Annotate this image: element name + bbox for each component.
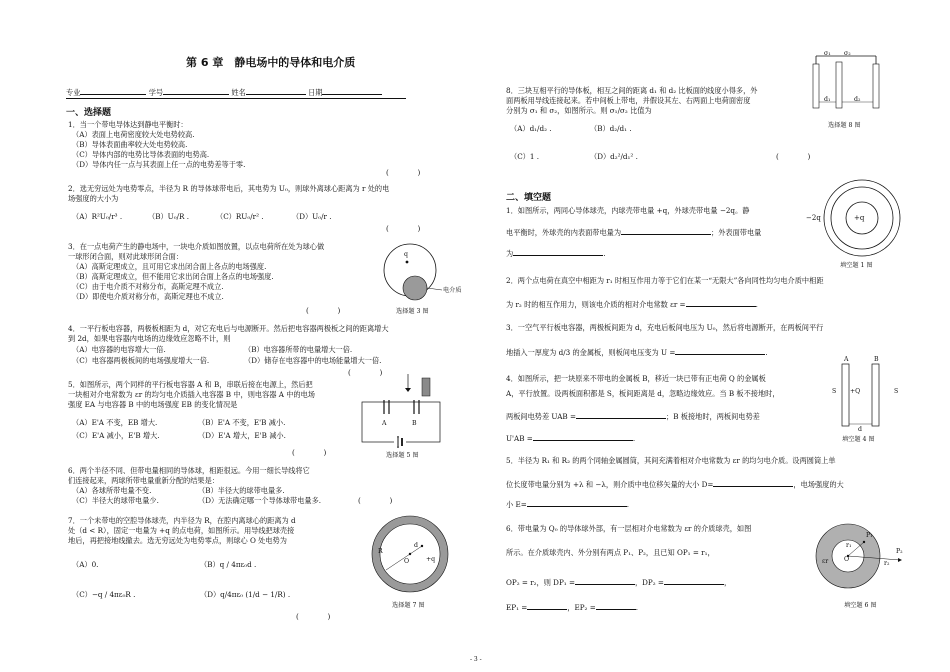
q6-stem-line1: 6．两个半径不同、但带电量相同的导体球，相距很远。今用一细长导线将它: [68, 466, 310, 475]
f6-answer-e1[interactable]: [527, 601, 567, 610]
q8-fig-d1: d₁: [824, 96, 831, 103]
q3-stem-line2: 一球形闭合面，则对此球形闭合面：: [68, 252, 184, 261]
q8-fig-sigma1: σ₁: [824, 50, 831, 57]
f3-line1: 3．一空气平行板电容器，两极板间距为 d，充电后板间电压为 U₀，然后将电源断开，在两板间平行: [506, 323, 824, 332]
f6-figure: [814, 520, 910, 592]
f4-line3: [506, 410, 760, 422]
f4-line3-suffix: ；B 板接地时，两板间电势差: [666, 412, 760, 421]
q4-answer-paren[interactable]: ( ): [348, 368, 383, 377]
f4-fig-label-s-left: S: [832, 388, 837, 395]
f4-fig-caption: 填空题 4 图: [842, 436, 875, 443]
q7-option-a[interactable]: （A）0.: [72, 560, 99, 569]
f6-line3-suffix: ，: [723, 578, 732, 587]
q8-stem-line3: 分别为 σ₁ 和 σ₂，如图所示。则 σ₁/σ₂ 比值为: [506, 106, 652, 115]
q5-option-c[interactable]: （C）E'A 减小，E'B 增大.: [72, 431, 160, 440]
q8-option-a[interactable]: （A）d₁/d₂ .: [510, 124, 552, 133]
q7-fig-label-q: +q: [426, 556, 436, 563]
f2-line2: [506, 298, 758, 310]
q5-option-d[interactable]: （D）E'A 增大，E'B 减小.: [198, 431, 286, 440]
name-label: 姓名: [231, 88, 246, 97]
q4-stem-line2: 到 2d，如果电容器内电场的边缘效应忽略不计，则: [68, 334, 231, 343]
f4-fig-label-a: A: [844, 356, 849, 363]
f3-line2-text: 地插入一厚度为 d/3 的金属板，则板间电压变为 U =: [506, 348, 676, 357]
f4-fig-label-s-right: S: [894, 388, 899, 395]
f1-answer2[interactable]: [513, 247, 606, 258]
q8-answer-paren[interactable]: ( ): [776, 152, 811, 161]
f6-fig-p2: P₂: [896, 548, 903, 555]
f5-answer2[interactable]: [527, 498, 630, 509]
q8-figure: [806, 52, 886, 120]
q3-option-c[interactable]: （C）由于电介质不对称分布，高斯定理不成立.: [72, 282, 224, 291]
f2-line1: 2．两个点电荷在真空中相距为 r₁ 时相互作用力等于它们在某一“无限大”各向同性均匀电介质中相距: [506, 276, 824, 285]
q4-option-b[interactable]: （B）电容器所带的电量增大一倍.: [244, 345, 353, 354]
f6-line4-suffix: .: [635, 603, 639, 612]
f5-line2-text: 位长度带电量分别为 +λ 和 −λ，则介质中电位移矢量的大小 D=: [506, 480, 714, 489]
f3-line2-suffix: .: [765, 348, 768, 357]
q4-option-d[interactable]: （D）储存在电容器中的电场能量增大一倍.: [244, 356, 382, 365]
f5-line3: [506, 498, 629, 510]
date-label: 日期: [308, 88, 323, 97]
q1-answer-paren[interactable]: ( ): [386, 168, 421, 177]
f3-line2: [506, 346, 768, 358]
f1-line2-text: 电平衡时，外球壳的内表面带电量为: [506, 228, 622, 237]
q5-stem-line3: 强度 EA 与电容器 B 中的电场强度 EB 的变化情况是: [68, 400, 238, 409]
q1-stem: 1．当一个带电导体达到静电平衡时：: [68, 120, 188, 129]
f6-line4-text: EP₁ =: [506, 603, 528, 612]
q3-stem-line1: 3．在一点电荷产生的静电场中，一块电介质如图放置，以点电荷所在处为球心做: [68, 242, 325, 251]
f3-answer[interactable]: [675, 346, 768, 357]
f6-answer-e2[interactable]: [596, 601, 639, 612]
f1-line3-suffix: .: [603, 249, 606, 258]
f5-line1: 5．半径为 R₁ 和 R₂ 的两个同轴金属圆筒，其间充满着相对介电常数为 εr 的均匀电介质。设两圆筒上单: [506, 456, 836, 465]
f4-figure: [832, 358, 894, 434]
q5-fig-label-a: A: [382, 420, 387, 427]
q5-stem-line1: 5．如图所示，两个同样的平行板电容器 A 和 B，串联后接在电源上，然后把: [68, 380, 313, 389]
f6-line1: 6．带电量为 Q₀ 的导体球外部，有一层相对介电常数为 εr 的介质球壳，如图: [506, 524, 752, 533]
f1-line2: [506, 226, 761, 238]
f5-line3-text: 小 E=: [506, 500, 527, 509]
q7-stem-line1: 7．一个未带电的空腔导体球壳，内半径为 R，在腔内离球心的距离为 d: [68, 516, 296, 525]
q3-fig-q: q: [404, 251, 408, 258]
q7-fig-label-r: R: [378, 548, 383, 555]
q8-fig-caption: 选择题 8 图: [828, 122, 861, 129]
q1-option-c[interactable]: （C）导体内部的电势比导体表面的电势高.: [72, 150, 210, 159]
f6-line4-mid: ，EP₂ =: [567, 603, 596, 612]
q5-fig-label-b: B: [412, 420, 417, 427]
q3-answer-paren[interactable]: ( ): [306, 306, 341, 315]
q3-figure: [382, 240, 466, 304]
q7-stem-line3: 地后，再把接地线撤去。选无穷远处为电势零点，则球心 O 处电势为: [68, 536, 287, 545]
q2-option-b[interactable]: （B）U₀/R .: [148, 212, 189, 221]
q6-option-d[interactable]: （D）无法确定哪一个导体球带电量多.: [198, 496, 322, 505]
f5-line3-suffix: .: [626, 500, 630, 509]
q8-stem-line2: 面两板用导线连接起来。若中间板上带电，并假设其左、右两面上电荷面密度: [506, 96, 751, 105]
q8-fig-d2: d₂: [854, 96, 861, 103]
q5-option-b[interactable]: （B）E'A 不变，E'B 减小.: [198, 418, 286, 427]
f4-line4-text: U'AB =: [506, 434, 533, 443]
q5-fig-caption: 选择题 5 图: [386, 452, 419, 459]
f6-fig-caption: 填空题 6 图: [844, 602, 877, 609]
q2-option-d[interactable]: （D）U₀/r .: [292, 212, 332, 221]
f6-line2: 所示。在介质球壳内、外分别有两点 P₁、P₂，且已知 OP₁ = r₁，: [506, 548, 715, 557]
q6-option-a[interactable]: （A）各球所带电量不变.: [72, 486, 152, 495]
q7-option-b[interactable]: （B）q / 4πε₀d .: [200, 560, 257, 569]
date-field[interactable]: [322, 86, 382, 95]
major-field[interactable]: [80, 86, 146, 95]
section-choice-heading: 一、选择题: [66, 108, 112, 118]
f1-line1: 1．如图所示，两同心导体球壳，内球壳带电量 +q，外球壳带电量 −2q。静: [506, 206, 750, 215]
q8-stem-line1: 8．三块互相平行的导体板，相互之间的距离 d₁ 和 d₂ 比板面的线度小得多，外: [506, 86, 758, 95]
q1-option-d[interactable]: （D）导体内任一点与其表面上任一点的电势差等于零.: [72, 160, 246, 169]
f5-answer1[interactable]: [713, 478, 793, 487]
f6-line3-mid: ，DP₂ =: [634, 578, 664, 587]
q5-answer-paren[interactable]: ( ): [292, 448, 327, 457]
f2-answer[interactable]: [686, 298, 756, 307]
f1-fig-inner-charge: +q: [854, 214, 865, 222]
q2-option-a[interactable]: （A）R²U₀/r³ .: [72, 212, 123, 221]
f6-fig-p1: P₁: [866, 532, 873, 539]
f4-line1: 4．如图所示，把一块原来不带电的金属板 B，移近一块已带有正电荷 Q 的金属板: [506, 374, 766, 383]
page-title: 第 6 章 静电场中的导体和电介质: [186, 56, 356, 69]
q6-option-c[interactable]: （C）半径大的球带电量少.: [72, 496, 159, 505]
q3-option-b[interactable]: （B）高斯定理成立，但不能用它求出闭合面上各点的电场强度.: [72, 272, 274, 281]
q7-fig-label-o: O: [404, 558, 410, 565]
q8-option-c[interactable]: （C）1 .: [510, 152, 540, 161]
f1-line2-suffix: ；外表面带电量: [711, 228, 762, 237]
f6-fig-epsilon: εr: [822, 558, 829, 565]
f1-fig-outer-charge: −2q: [806, 214, 821, 222]
f5-line2: [506, 478, 844, 490]
f4-fig-label-b: B: [874, 356, 879, 363]
f6-answer-d2[interactable]: [664, 576, 724, 585]
f6-fig-o: O: [844, 556, 850, 563]
f2-line2-suffix: .: [755, 300, 758, 309]
f1-fig-caption: 填空题 1 图: [840, 262, 873, 269]
q4-stem-line1: 4．一平行板电容器，两极板相距为 d，对它充电后与电源断开。然后把电容器两极板之间的距离增大: [68, 324, 389, 333]
q7-fig-caption: 选择题 7 图: [392, 602, 425, 609]
q3-fig-caption: 选择题 3 图: [396, 308, 429, 315]
f6-line3-text: OP₂ = r₂，则 DP₁ =: [506, 578, 575, 587]
q8-fig-sigma2: σ₂: [844, 50, 851, 57]
f6-fig-r1: r₁: [846, 542, 852, 549]
q4-option-c[interactable]: （C）电容器两极板间的电场强度增大一倍.: [72, 356, 210, 365]
q5-figure: [358, 372, 448, 450]
name-field[interactable]: [246, 86, 306, 95]
id-label: 学号: [148, 88, 164, 97]
f1-line3: [506, 247, 606, 259]
q2-stem-line1: 2．选无穷远处为电势零点，半径为 R 的导体球带电后，其电势为 U₀，则球外离球心距离为 r 处的电: [68, 184, 390, 193]
f4-answer2[interactable]: [533, 432, 636, 443]
f4-line2: A，平行放置。设两板面积都是 S，板间距离是 d，忽略边缘效应。当 B 板不接地时，: [506, 389, 780, 398]
f6-line4: [506, 601, 638, 613]
f5-line2-suffix: ，电场强度的大: [793, 480, 844, 489]
q2-stem-line2: 场强度的大小为: [68, 194, 119, 203]
q4-option-a[interactable]: （A）电容器的电容增大一倍.: [72, 345, 166, 354]
f4-fig-label-d: d: [858, 426, 862, 433]
f6-answer-d1[interactable]: [575, 576, 635, 585]
q7-option-c[interactable]: （C）−q / 4πε₀R .: [72, 590, 136, 599]
q1-option-b[interactable]: （B）导体表面曲率较大处电势较高.: [72, 140, 188, 149]
header-rule: [66, 98, 406, 99]
q5-stem-line2: 一块相对介电常数为 εr 的均匀电介质插入电容器 B 中，则电容器 A 中的电场: [68, 390, 315, 399]
q6-answer-paren[interactable]: ( ): [358, 496, 393, 505]
q6-stem-line2: 们连接起来，两球所带电量重新分配的结果是：: [68, 476, 219, 485]
q8-option-d[interactable]: （D）d₂²/d₁² .: [590, 152, 638, 161]
q2-option-c[interactable]: （C）RU₀/r² .: [216, 212, 264, 221]
page-number: - 3 -: [470, 656, 482, 663]
f6-fig-r2: r₂: [884, 560, 890, 567]
f4-line4-suffix: .: [632, 434, 636, 443]
f1-answer1[interactable]: [621, 226, 711, 235]
q7-option-d[interactable]: （D）q/4πε₀ (1/d − 1/R) .: [200, 590, 291, 599]
q7-fig-label-d: d: [414, 542, 418, 549]
q8-option-b[interactable]: （B）d₂/d₁ .: [590, 124, 632, 133]
f4-line4: [506, 432, 635, 444]
q1-option-a[interactable]: （A）表面上电荷密度较大处电势较高.: [72, 130, 195, 139]
q7-stem-line2: 处（d < R），固定一电量为 +q 的点电荷，如图所示。用导线把球壳接: [68, 526, 295, 535]
f4-answer1[interactable]: [576, 410, 666, 419]
section-fill-heading: 二、填空题: [506, 193, 552, 203]
f4-line3-text: 两板间电势差 UAB =: [506, 412, 577, 421]
q5-option-a[interactable]: （A）E'A 不变，EB 增大.: [72, 418, 158, 427]
q3-option-a[interactable]: （A）高斯定理成立，且可用它求出闭合面上各点的电场强度.: [72, 262, 267, 271]
major-label: 专业: [66, 88, 81, 97]
f4-fig-label-q: +Q: [850, 388, 861, 395]
f1-line3-text: 为: [506, 249, 514, 258]
q3-fig-dielectric-label: 电介质: [443, 287, 462, 294]
student-id-field[interactable]: [163, 86, 229, 95]
q7-answer-paren[interactable]: ( ): [296, 612, 331, 621]
f6-line3: [506, 576, 731, 588]
header-fields: [66, 86, 382, 98]
f2-line2-text: 为 r₂ 时的相互作用力，则该电介质的相对介电常数 εr =: [506, 300, 686, 309]
q2-answer-paren[interactable]: ( ): [386, 224, 421, 233]
q6-option-b[interactable]: （B）半径大的球带电量多.: [198, 486, 285, 495]
q3-option-d[interactable]: （D）即使电介质对称分布，高斯定理也不成立.: [72, 292, 224, 301]
